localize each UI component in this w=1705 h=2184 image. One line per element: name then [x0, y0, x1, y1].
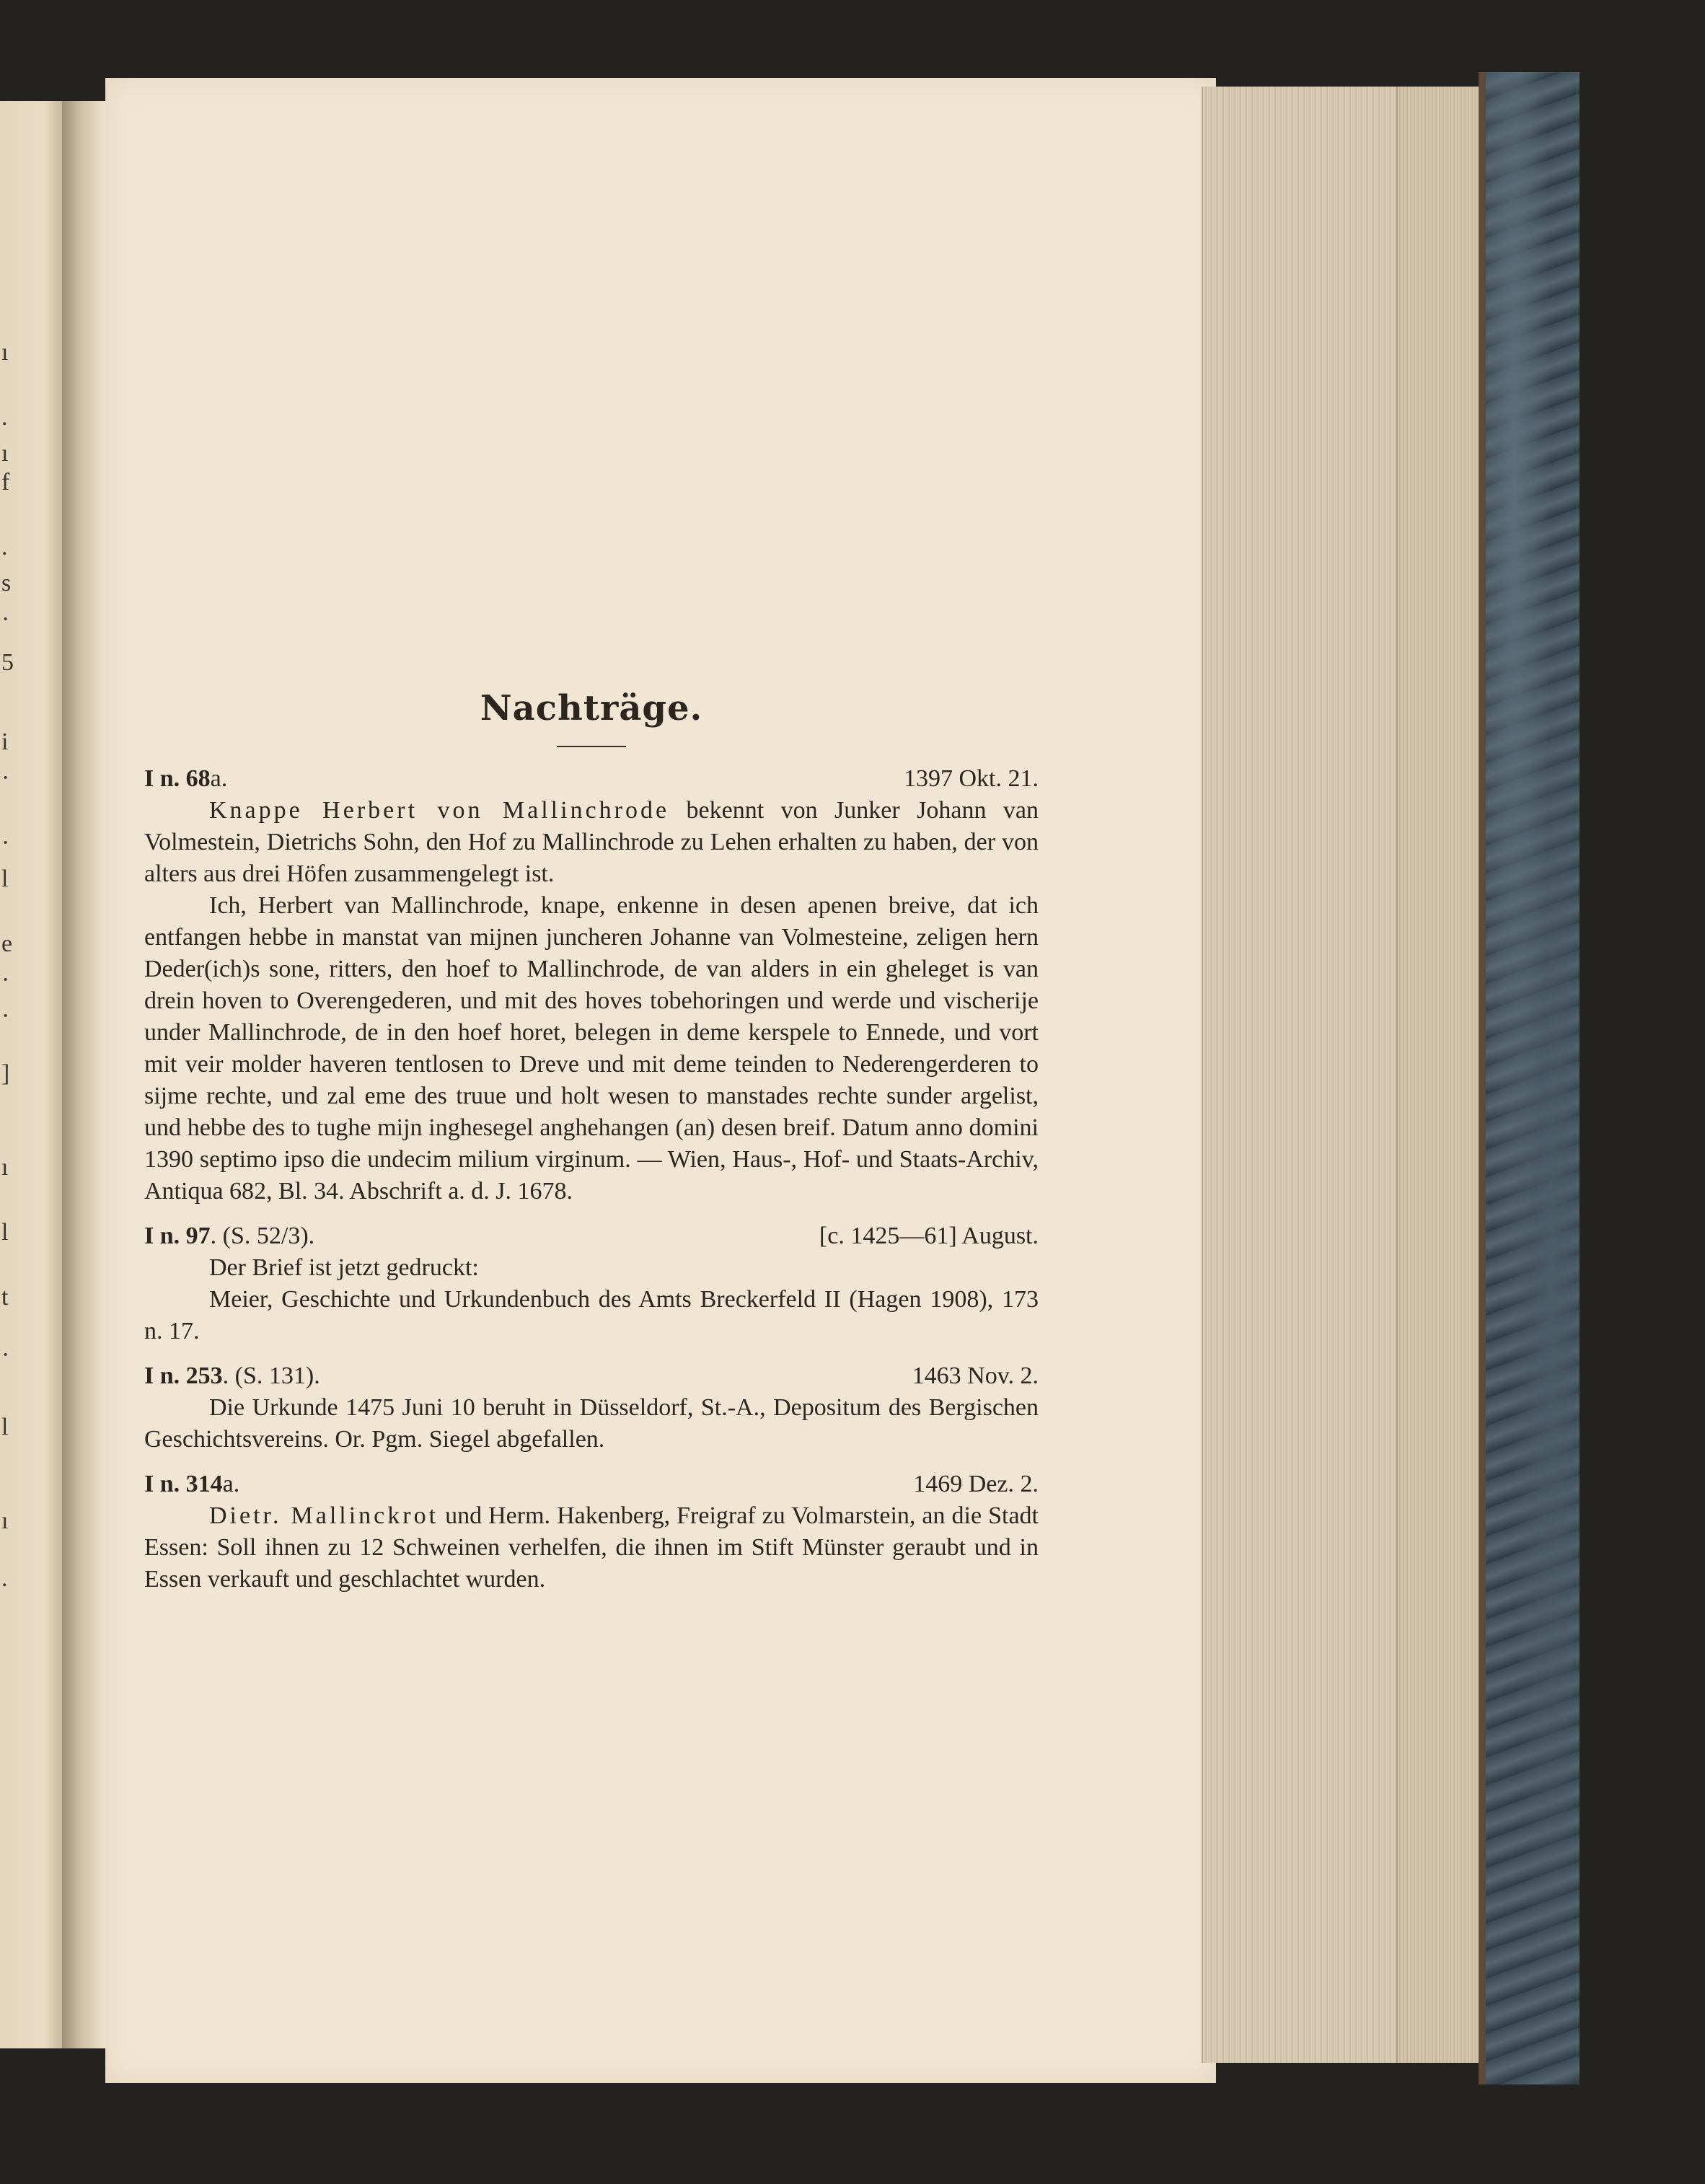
fore-edge [1396, 87, 1484, 2063]
page-title: Nachträge. [480, 688, 703, 728]
margin-glyph: . [1, 1565, 8, 1592]
entry-date: 1397 Okt. 21. [904, 765, 1039, 792]
margin-glyph: · [1, 765, 10, 791]
marbled-cover [1479, 72, 1580, 2084]
entry-ref-suffix: . (S. 131). [222, 1362, 320, 1389]
margin-glyph: s [1, 570, 12, 596]
margin-glyph: 5 [1, 649, 14, 676]
entry-header [144, 763, 1039, 795]
title-rule [557, 746, 626, 747]
entry-ref-suffix: a. [210, 765, 228, 792]
margin-glyph: f [1, 469, 10, 496]
entry-text: Ich, Herbert van Mallinchrode, knape, enkenne in desen apenen breive, dat ich entfangen hebbe in manstat van mijnen juncheren Johanne van Volmesteine, zeligen hern Deder(ich)s sone, ritters, den hoef to Mallinchrode, de van alders in ein gheleget is van drein hoven to Overengederen, und mit des hoves tobehoringen und werde und vischerije under Mallinchrode, de in den hoef horet, belegen in deme kerspele to Ennede, und vort mit veir molder haveren tentlosen to Dreve und mit deme teinden to Nederengerderen to sijme rechte, und zal eme des truue und holt wesen to manstades rechte sunder argelist, und hebbe des to tughe mijn inghesegel anghehangen (an) desen breif. Datum anno domini 1390 septimo ipso die undecim milium virginum. — Wien, Haus-, Hof- und Staats-Archiv, Antiqua 682, Bl. 34. Abschrift a. d. J. 1678. [144, 892, 1039, 1205]
margin-glyph: ı [1, 1507, 9, 1534]
entry-summary [144, 795, 1039, 890]
entry-ref [144, 1220, 314, 1252]
margin-glyph: · [1, 606, 10, 633]
entry-ref-number: I n. 68 [144, 765, 211, 792]
margin-glyph: l [1, 1219, 9, 1246]
entry-header [144, 1360, 1039, 1392]
entry-header [144, 1220, 1039, 1252]
margin-glyph: i [1, 728, 9, 755]
margin-glyph: e [1, 930, 13, 957]
entry-header [144, 1469, 1039, 1500]
margin-glyph: . [1, 404, 8, 431]
entry-ref [144, 763, 227, 795]
entry-ref [144, 1469, 239, 1500]
entry-summary: Der Brief ist jetzt gedruckt: [209, 1254, 479, 1281]
entry-summary-text: und Herm. Hakenberg, Freigraf zu Volmarstein, an die Stadt Essen: Soll ihnen zu 12 Schweinen verhelfen, die ihnen im Stift Münster geraubt und in Essen verkauft und geschlachtet wurden. [144, 1502, 1039, 1593]
margin-glyph: · [1, 829, 10, 856]
entry-summary-spaced: Knappe Herbert von Mallinchrode [209, 797, 670, 824]
margin-glyph: · [1, 966, 10, 993]
entry-ref [144, 1360, 320, 1392]
entry-summary [144, 1500, 1039, 1595]
entry-summary-text: bekennt von Junker Johann van Volmestein, Dietrichs Sohn, den Hof zu Mallinchrode zu Lehen erhalten zu haben, der von alters aus drei Höfen zusammengelegt ist. [144, 797, 1039, 887]
margin-glyph: t [1, 1284, 9, 1311]
left-page-edge [0, 101, 63, 2048]
entry [144, 1469, 1039, 1595]
entry-ref-suffix: . (S. 52/3). [210, 1223, 315, 1249]
entry-date: [c. 1425—61] August. [819, 1223, 1039, 1249]
entry-text: Meier, Geschichte und Urkundenbuch des Amts Breckerfeld II (Hagen 1908), 173 n. 17. [144, 1286, 1039, 1344]
margin-glyph: . [1, 534, 8, 560]
entry-date: 1463 Nov. 2. [912, 1362, 1039, 1389]
entry [144, 1220, 1039, 1347]
entry-ref-suffix: a. [222, 1471, 240, 1497]
margin-glyph: ı [1, 339, 9, 366]
margin-glyph: ı [1, 440, 9, 467]
book-gutter [62, 101, 105, 2048]
margin-glyph: ] [1, 1060, 10, 1087]
margin-glyph: · [1, 1003, 10, 1029]
margin-glyph: · [1, 1342, 10, 1368]
entry-summary: Die Urkunde 1475 Juni 10 beruht in Düsseldorf, St.-A., Depositum des Bergischen Geschichtsvereins. Or. Pgm. Siegel abgefallen. [144, 1394, 1039, 1453]
entry-ref-number: I n. 97 [144, 1223, 211, 1249]
entry-date: 1469 Dez. 2. [913, 1471, 1039, 1497]
entry-summary-spaced: Dietr. Mallinckrot [209, 1502, 439, 1529]
margin-glyph: l [1, 866, 9, 892]
margin-glyph: ı [1, 1154, 9, 1181]
entry [144, 1360, 1039, 1456]
entry [144, 763, 1039, 1207]
margin-glyph: l [1, 1414, 9, 1440]
entry-ref-number: I n. 314 [144, 1471, 223, 1497]
entry-ref-number: I n. 253 [144, 1362, 223, 1389]
page-edges [1202, 87, 1484, 2063]
text-block [144, 688, 1039, 1608]
